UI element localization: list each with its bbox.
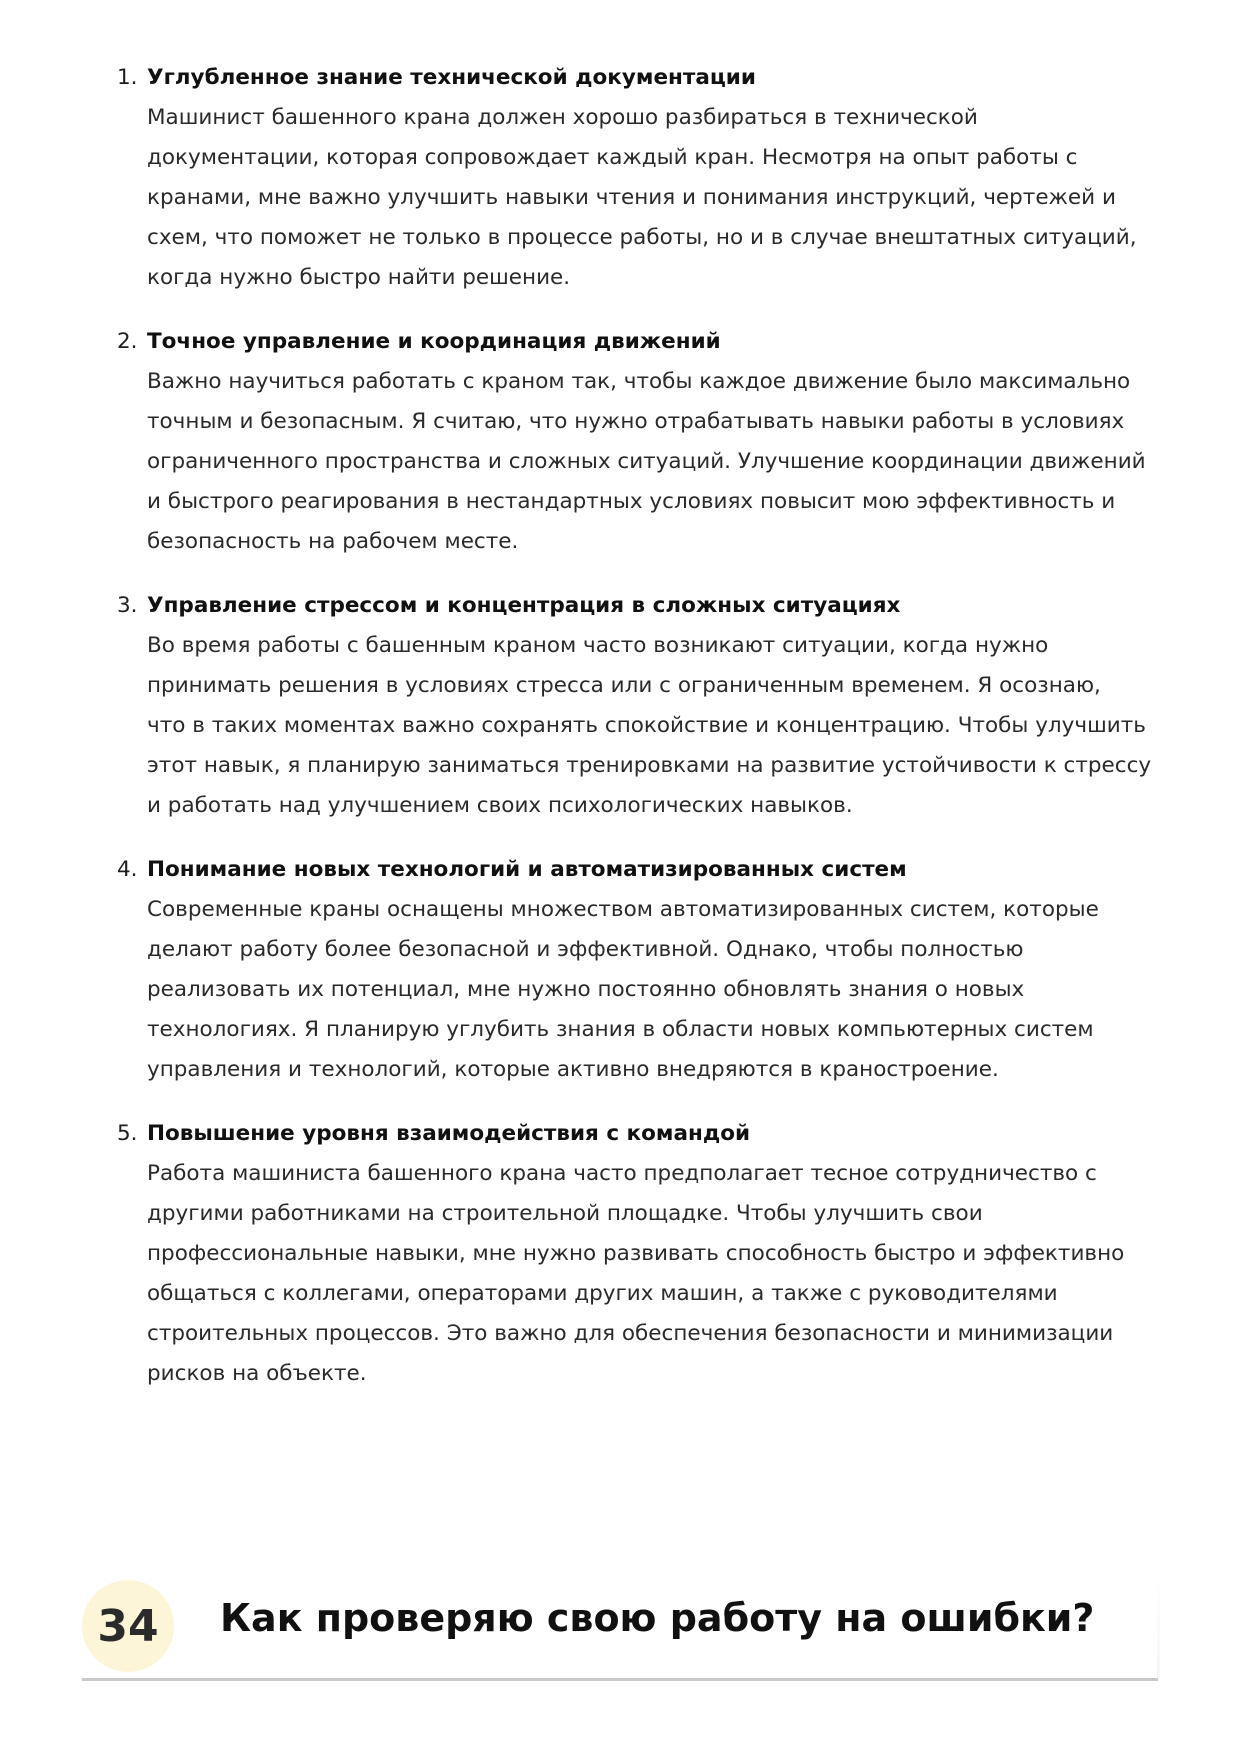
item-line: Во время работы с башенным краном часто возникают ситуации, когда нужно (147, 633, 1049, 658)
item-line: когда нужно быстро найти решение. (147, 265, 571, 290)
item-line: технологиях. Я планирую углубить знания в области новых компьютерных систем (147, 1017, 1094, 1042)
item-number: 2. (117, 329, 138, 354)
item-line: принимать решения в условиях стресса или с ограниченным временем. Я осознаю, (147, 673, 1101, 698)
item-body (147, 1154, 1167, 1394)
item-number: 1. (117, 65, 138, 90)
section-number-badge: 34 (82, 1580, 174, 1672)
item-line: Важно научиться работать с краном так, чтобы каждое движение было максимально (147, 369, 1131, 394)
item-line: строительных процессов. Это важно для обеспечения безопасности и минимизации (147, 1321, 1114, 1346)
item-body (147, 890, 1167, 1090)
section-title: Как проверяю свою работу на ошибки? (220, 1596, 1095, 1640)
item-number: 4. (117, 857, 138, 882)
item-line: документации, которая сопровождает каждый кран. Несмотря на опыт работы с (147, 145, 1078, 170)
list-item (117, 322, 1167, 562)
list-item (117, 850, 1167, 1090)
item-line: Работа машиниста башенного крана часто предполагает тесное сотрудничество с (147, 1161, 1097, 1186)
item-line: и работать над улучшением своих психологических навыков. (147, 793, 853, 818)
item-line: общаться с коллегами, операторами других машин, а также с руководителями (147, 1281, 1058, 1306)
item-line: ограниченного пространства и сложных ситуаций. Улучшение координации движений (147, 449, 1146, 474)
section-edge-shadow (1157, 1570, 1160, 1678)
item-line: безопасность на рабочем месте. (147, 529, 519, 554)
item-body (147, 362, 1167, 562)
item-number: 3. (117, 593, 138, 618)
item-line: схем, что поможет не только в процессе работы, но и в случае внештатных ситуаций, (147, 225, 1137, 250)
item-line: другими работниками на строительной площадке. Чтобы улучшить свои (147, 1201, 983, 1226)
item-title: Углубленное знание технической документации (147, 65, 756, 90)
list-item (117, 1114, 1167, 1394)
item-line: Современные краны оснащены множеством автоматизированных систем, которые (147, 897, 1099, 922)
section-header (82, 1570, 1162, 1680)
item-line: этот навык, я планирую заниматься тренировками на развитие устойчивости к стрессу (147, 753, 1152, 778)
item-line: точным и безопасным. Я считаю, что нужно отрабатывать навыки работы в условиях (147, 409, 1125, 434)
item-line: что в таких моментах важно сохранять спокойствие и концентрацию. Чтобы улучшить (147, 713, 1146, 738)
item-line: и быстрого реагирования в нестандартных условиях повысит мою эффективность и (147, 489, 1116, 514)
item-title: Повышение уровня взаимодействия с командой (147, 1121, 751, 1146)
item-body (147, 626, 1167, 826)
list-item (117, 586, 1167, 826)
item-number: 5. (117, 1121, 138, 1146)
item-line: профессиональные навыки, мне нужно развивать способность быстро и эффективно (147, 1241, 1125, 1266)
item-title: Управление стрессом и концентрация в сложных ситуациях (147, 593, 901, 618)
list-item (117, 58, 1167, 298)
item-line: рисков на объекте. (147, 1361, 367, 1386)
item-title: Понимание новых технологий и автоматизированных систем (147, 857, 907, 882)
item-line: делают работу более безопасной и эффективной. Однако, чтобы полностью (147, 937, 1024, 962)
item-title: Точное управление и координация движений (147, 329, 721, 354)
item-body (147, 98, 1167, 298)
item-line: управления и технологий, которые активно внедряются в краностроение. (147, 1057, 999, 1082)
item-line: реализовать их потенциал, мне нужно постоянно обновлять знания о новых (147, 977, 1025, 1002)
numbered-list (117, 58, 1167, 1418)
item-line: Машинист башенного крана должен хорошо разбираться в технической (147, 105, 978, 130)
section-divider (82, 1678, 1158, 1681)
item-line: кранами, мне важно улучшить навыки чтения и понимания инструкций, чертежей и (147, 185, 1116, 210)
